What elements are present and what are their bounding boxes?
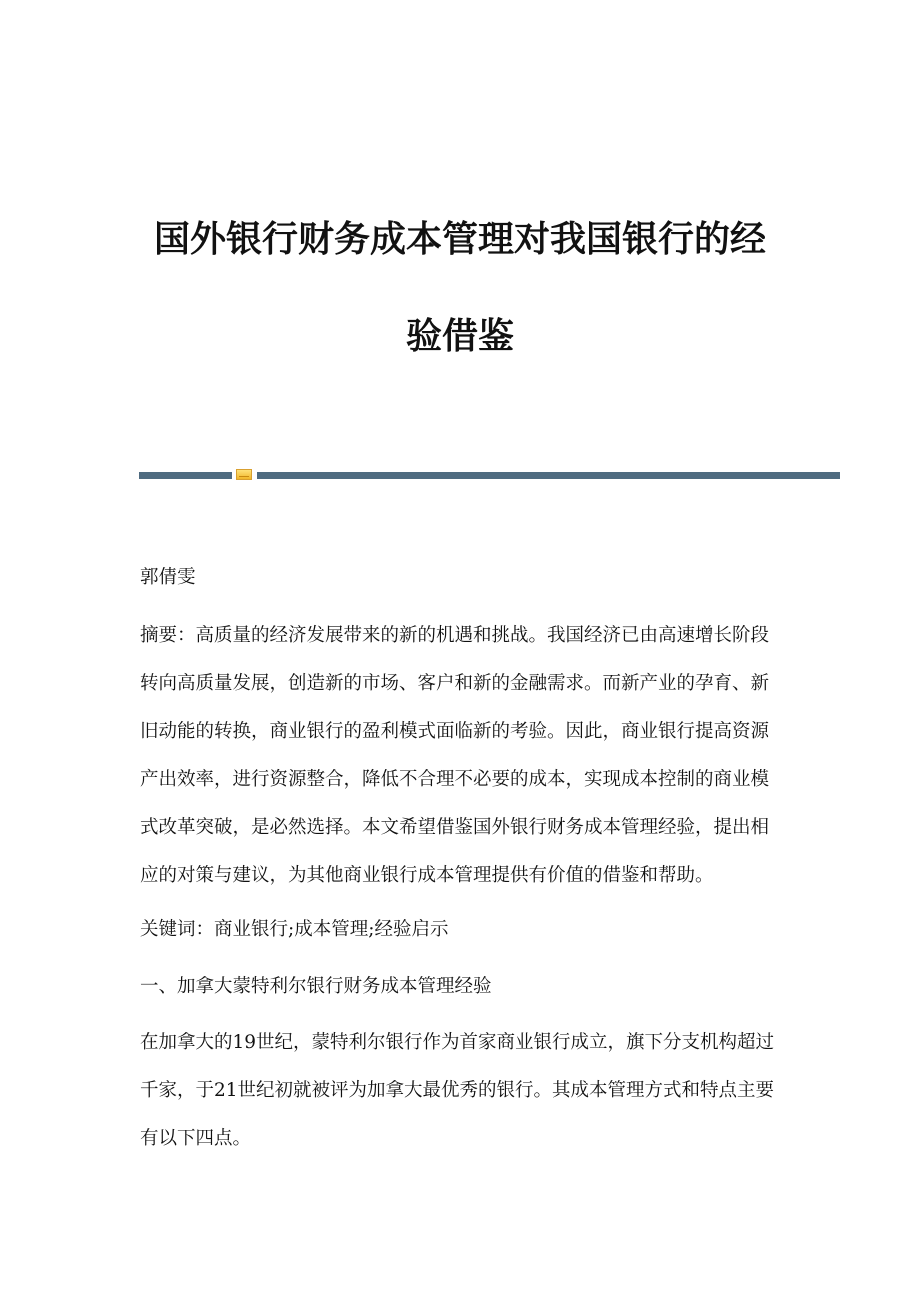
document-title-line-1: 国外银行财务成本管理对我国银行的经 [153,219,766,260]
divider-left [139,472,232,479]
abstract-line: 旧动能的转换，商业银行的盈利模式面临新的考验。因此，商业银行提高资源 [140,721,770,742]
abstract-line: 式改革突破，是必然选择。本文希望借鉴国外银行财务成本管理经验，提出相 [140,817,770,838]
author: 郭倩雯 [140,567,196,588]
body-line: 在加拿大的19世纪，蒙特利尔银行作为首家商业银行成立，旗下分支机构超过 [140,1032,775,1053]
abstract-line: 产出效率，进行资源整合，降低不合理不必要的成本，实现成本控制的商业模 [140,769,770,790]
body-line: 有以下四点。 [140,1128,252,1149]
abstract-line: 转向高质量发展，创造新的市场、客户和新的金融需求。而新产业的孕育、新 [140,673,770,694]
abstract-line: 应的对策与建议，为其他商业银行成本管理提供有价值的借鉴和帮助。 [140,865,714,886]
divider-right [257,472,840,479]
envelope-icon [236,469,252,480]
document-title-line-2: 验借鉴 [405,316,514,357]
abstract-line: 摘要：高质量的经济发展带来的新的机遇和挑战。我国经济已由高速增长阶段 [140,625,770,646]
body-line: 千家，于21世纪初就被评为加拿大最优秀的银行。其成本管理方式和特点主要 [140,1080,775,1101]
keywords: 关键词：商业银行;成本管理;经验启示 [140,919,449,940]
section-heading: 一、加拿大蒙特利尔银行财务成本管理经验 [140,976,492,997]
